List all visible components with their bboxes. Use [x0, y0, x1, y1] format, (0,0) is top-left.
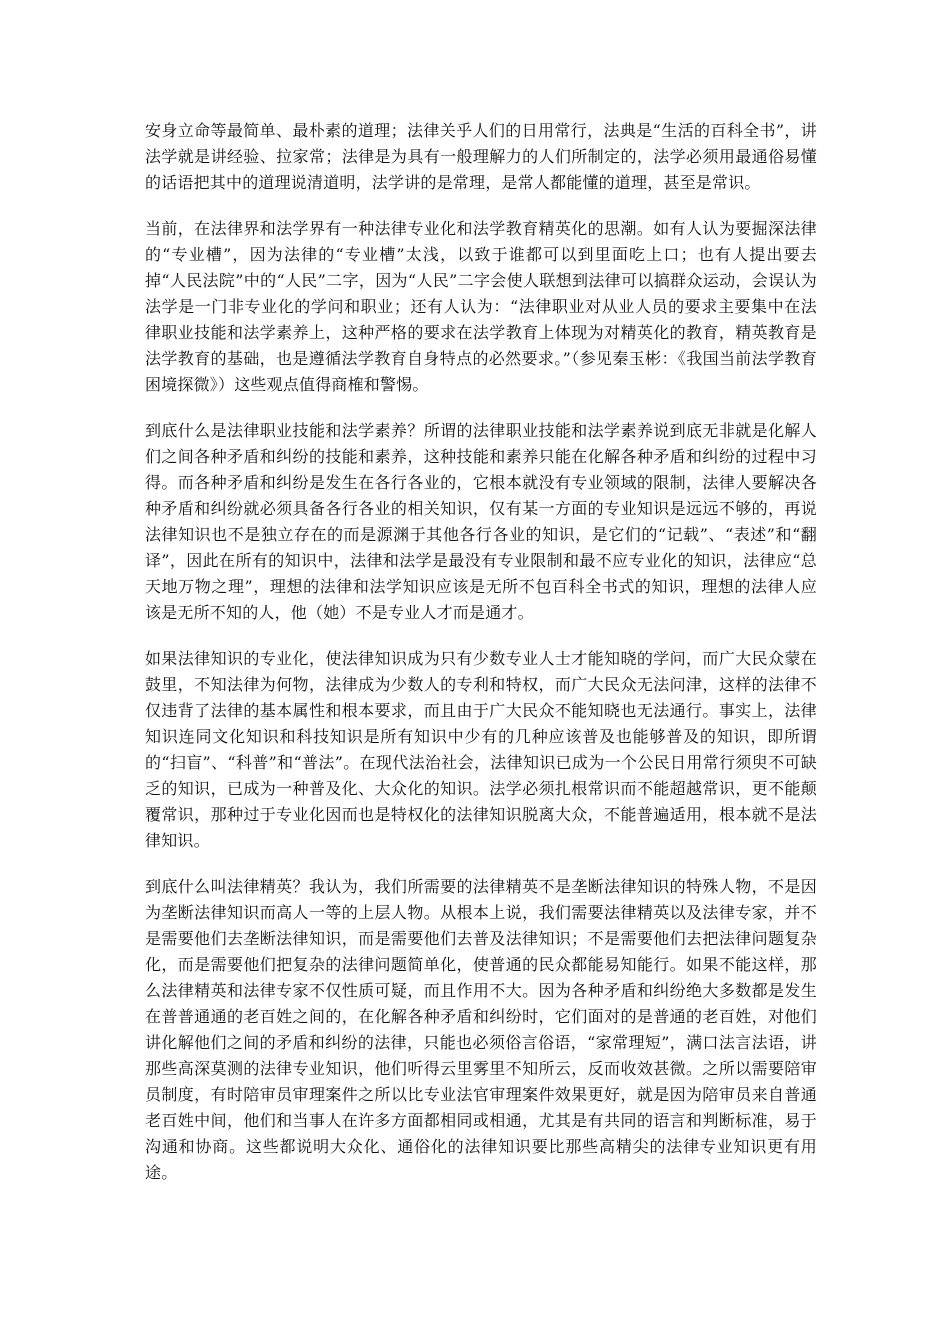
- paragraph-3: 到底什么是法律职业技能和法学素养？所谓的法律职业技能和法学素养说到底无非就是化解人们之间各种矛盾和纠纷的技能和素养，这种技能和素养只能在化解各种矛盾和纠纷的过程中习得。而各种矛盾和纠纷是发生在各行各业的，它根本就没有专业领域的限制，法律人要解决各种矛盾和纠纷就必须具备各行各业的相关知识，仅有某一方面的专业知识是远远不够的，再说法律知识也不是独立存在的而是源渊于其他各行各业的知识，是它们的“记载”、“表述”和“翻译”，因此在所有的知识中，法律和法学是最没有专业限制和最不应专业化的知识，法律应“总天地万物之理”，理想的法律和法学知识应该是无所不包百科全书式的知识，理想的法律人应该是无所不知的人，他（她）不是专业人才而是通才。: [145, 421, 817, 622]
- paragraph-4: 如果法律知识的专业化，使法律知识成为只有少数专业人士才能知晓的学问，而广大民众蒙在鼓里，不知法律为何物，法律成为少数人的专利和特权，而广大民众无法问津，这样的法律不仅违背了法律的基本属性和根本要求，而且由于广大民众不能知晓也无法通行。事实上，法律知识连同文化知识和科技知识是所有知识中少有的几种应该普及也能够普及的知识，即所谓的“扫盲”、“科普”和“普法”。在现代法治社会，法律知识已成为一个公民日用常行须臾不可缺乏的知识，已成为一种普及化、大众化的知识。法学必须扎根常识而不能超越常识，更不能颠覆常识，那种过于专业化因而也是特权化的法律知识脱离大众，不能普遍适用，根本就不是法律知识。: [145, 649, 817, 850]
- document-body: [145, 118, 817, 1206]
- paragraph-2: 当前，在法律界和法学界有一种法律专业化和法学教育精英化的思潮。如有人认为要掘深法律的“专业槽”，因为法律的“专业槽”太浅，以致于谁都可以到里面吃上口；也有人提出要去掉“人民法院”中的“人民”二字，因为“人民”二字会使人联想到法律可以搞群众运动，会误认为法学是一门非专业化的学问和职业；还有人认为：“法律职业对从业人员的要求主要集中在法律职业技能和法学素养上，这种严格的要求在法学教育上体现为对精英化的教育，精英教育是法学教育的基础，也是遵循法学教育自身特点的必然要求。”（参见秦玉彬：《我国当前法学教育困境探微》）这些观点值得商榷和警惕。: [145, 219, 817, 394]
- paragraph-5: 到底什么叫法律精英？我认为，我们所需要的法律精英不是垄断法律知识的特殊人物，不是因为垄断法律知识而高人一等的上层人物。从根本上说，我们需要法律精英以及法律专家，并不是需要他们去垄断法律知识，而是需要他们去普及法律知识；不是需要他们去把法律问题复杂化，而是需要他们把复杂的法律问题简单化，使普通的民众都能易知能行。如果不能这样，那么法律精英和法律专家不仅性质可疑，而且作用不大。因为各种矛盾和纠纷绝大多数都是发生在普普通通的老百姓之间的，在化解各种矛盾和纠纷时，它们面对的是普通的老百姓，对他们讲化解他们之间的矛盾和纠纷的法律，只能也必须俗言俗语，“家常理短”，满口法言法语，讲那些高深莫测的法律专业知识，他们听得云里雾里不知所云，反而收效甚微。之所以需要陪审员制度，有时陪审员审理案件之所以比专业法官审理案件效果更好，就是因为陪审员来自普通老百姓中间，他们和当事人在许多方面都相同或相通，尤其是有共同的语言和判断标准，易于沟通和协商。这些都说明大众化、通俗化的法律知识要比那些高精尖的法律专业知识更有用途。: [145, 877, 817, 1182]
- paragraph-1: 安身立命等最简单、最朴素的道理；法律关乎人们的日用常行，法典是“生活的百科全书”，讲法学就是讲经验、拉家常；法律是为具有一般理解力的人们所制定的，法学必须用最通俗易懂的话语把其中的道理说清道明，法学讲的是常理，是常人都能懂的道理，甚至是常识。: [145, 121, 817, 192]
